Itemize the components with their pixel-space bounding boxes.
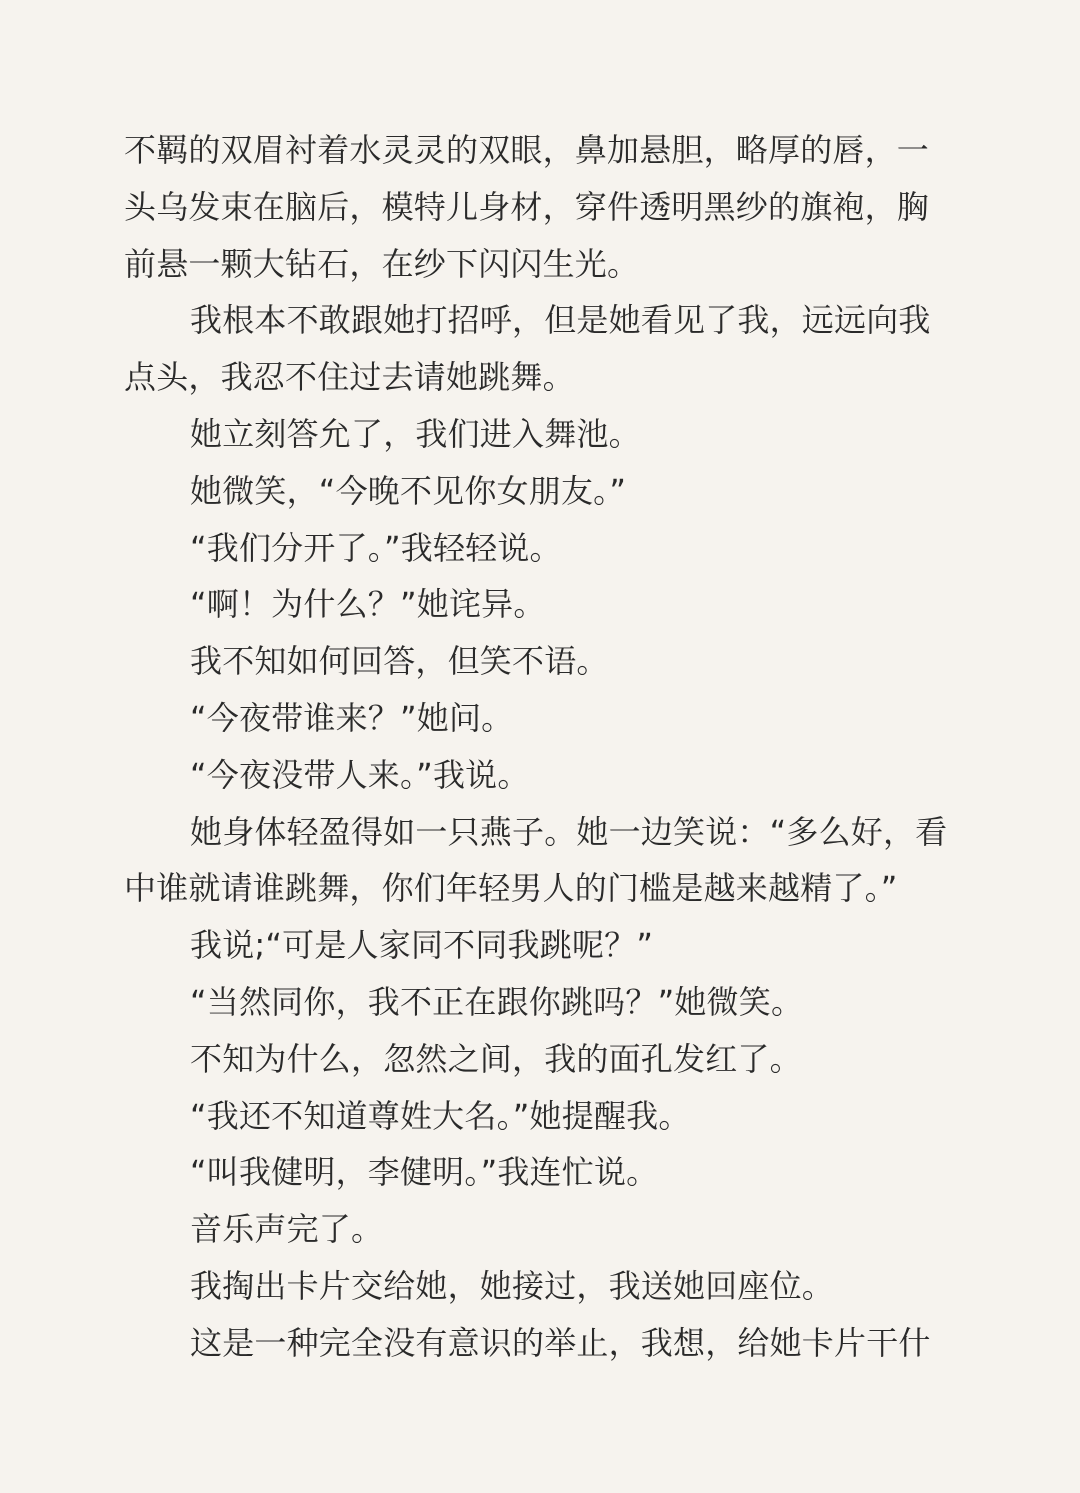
paragraph-start-line: 音乐声完了。 (190, 1210, 384, 1249)
paragraph-start-line: 这是一种完全没有意识的举止，我想，给她卡片干什 (190, 1323, 931, 1362)
paragraph-start-line: 她微笑，“今晚不见你女朋友。” (190, 471, 627, 510)
body-text (124, 122, 960, 1372)
paragraph-start-line: 她立刻答允了，我们进入舞池。 (190, 414, 641, 453)
text-line: 不羁的双眉衬着水灵灵的双眼，鼻加悬胆，略厚的唇，一 (124, 131, 930, 169)
paragraph-start-line: “今夜带谁来？”她问。 (190, 698, 514, 737)
paragraph-start-line: 我说;“可是人家同不同我跳呢？” (190, 926, 654, 965)
paragraph-start-line: 我根本不敢跟她打招呼，但是她看见了我，远远向我 (190, 301, 931, 340)
text-line: 点头，我忍不住过去请她跳舞。 (124, 358, 575, 397)
paragraph-start-line: “我们分开了。”我轻轻说。 (190, 528, 562, 567)
paragraph-start-line: “我还不知道尊姓大名。”她提醒我。 (190, 1096, 691, 1135)
paragraph-start-line: 她身体轻盈得如一只燕子。她一边笑说：“多么好，看 (190, 812, 948, 851)
text-line: 中谁就请谁跳舞，你们年轻男人的门槛是越来越精了。” (124, 869, 898, 908)
paragraph-start-line: “叫我健明，李健明。”我连忙说。 (190, 1153, 659, 1192)
paragraph-start-line: “啊！为什么？”她诧异。 (190, 585, 546, 624)
paragraph-start-line: “今夜没带人来。”我说。 (190, 755, 530, 794)
paragraph-start-line: 我不知如何回答，但笑不语。 (190, 642, 609, 681)
text-line: 头乌发束在脑后，模特儿身材，穿件透明黑纱的旗袍，胸 (124, 187, 930, 226)
paragraph-start-line: “当然同你，我不正在跟你跳吗？”她微笑。 (190, 982, 804, 1021)
text-line: 前悬一颗大钻石，在纱下闪闪生光。 (124, 244, 640, 283)
paragraph-start-line: 不知为什么，忽然之间，我的面孔发红了。 (190, 1039, 802, 1078)
paragraph-start-line: 我掏出卡片交给她，她接过，我送她回座位。 (190, 1266, 835, 1305)
